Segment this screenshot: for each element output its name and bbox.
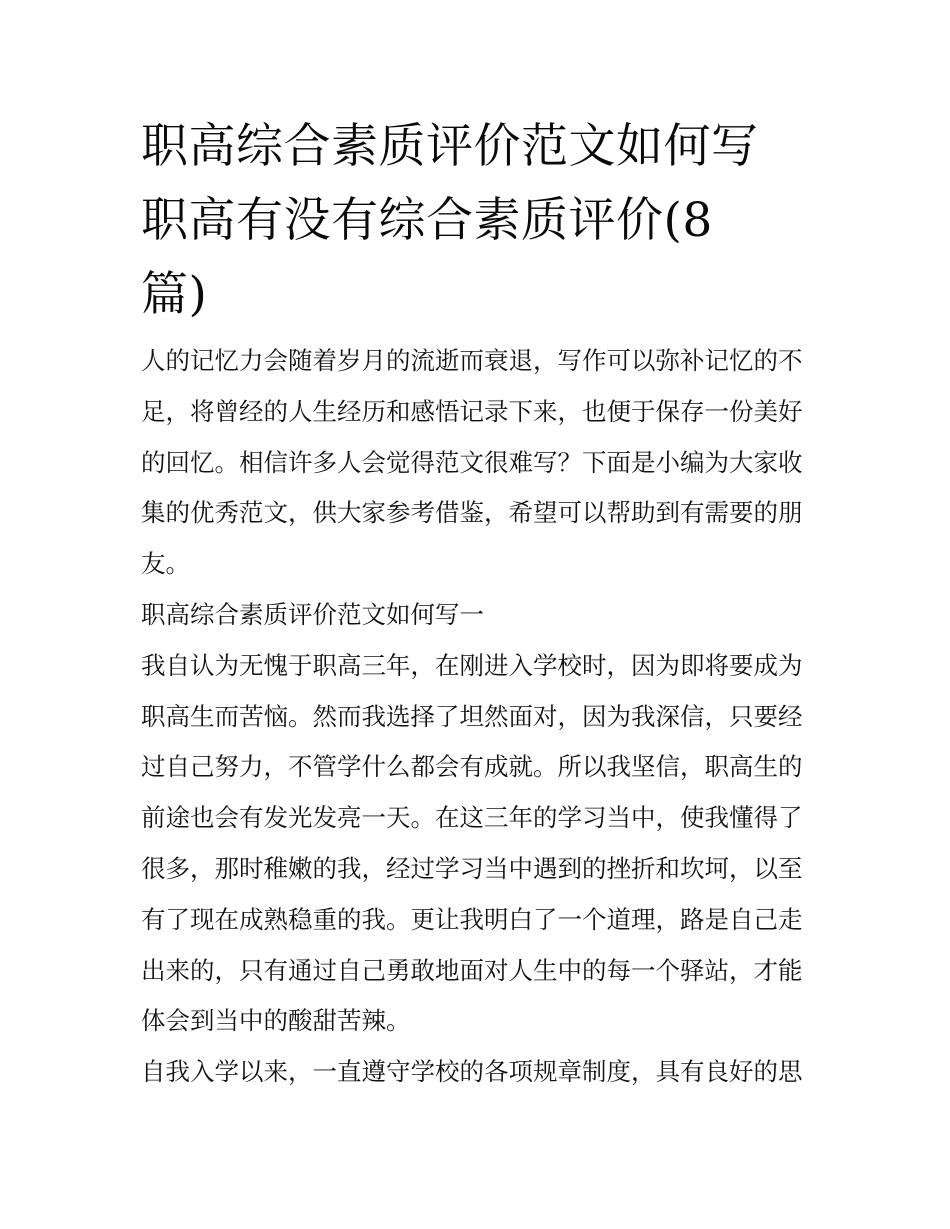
title-line-3: 篇) (141, 267, 208, 322)
paragraph-line: 过自己努力，不管学什么都会有成就。所以我坚信，职高生的 (141, 752, 803, 782)
paragraph-line: 很多，那时稚嫩的我，经过学习当中遇到的挫折和坎坷，以至 (141, 853, 803, 883)
paragraph-line: 体会到当中的酸甜苦辣。 (141, 1006, 411, 1036)
title-line-1: 职高综合素质评价范文如何写 (141, 119, 759, 174)
section-heading-text: 职高综合素质评价范文如何写一 (141, 599, 484, 629)
paragraph-line: 有了现在成熟稳重的我。更让我明白了一个道理，路是自己走 (141, 904, 803, 934)
body-paragraph-1 (141, 641, 816, 1047)
section-heading (141, 590, 816, 641)
paragraph-line: 出来的，只有通过自己勇敢地面对人生中的每一个驿站，才能 (141, 955, 803, 985)
paragraph-line: 职高生而苦恼。然而我选择了坦然面对，因为我深信，只要经 (141, 701, 803, 731)
title-line-2: 职高有没有综合素质评价(8 (141, 193, 713, 248)
intro-paragraph (141, 336, 816, 590)
paragraph-line: 人的记忆力会随着岁月的流逝而衰退，写作可以弥补记忆的不 (141, 346, 803, 375)
paragraph-line: 的回忆。相信许多人会觉得范文很难写？下面是小编为大家收 (141, 447, 803, 477)
paragraph-line: 足，将曾经的人生经历和感悟记录下来，也便于保存一份美好 (141, 396, 803, 426)
paragraph-line: 集的优秀范文，供大家参考借鉴，希望可以帮助到有需要的朋 (141, 498, 803, 528)
paragraph-line: 我自认为无愧于职高三年，在刚进入学校时，因为即将要成为 (141, 650, 803, 680)
paragraph-line: 前途也会有发光发亮一天。在这三年的学习当中，使我懂得了 (141, 803, 803, 833)
paragraph-line: 自我入学以来，一直遵守学校的各项规章制度，具有良好的思 (141, 1057, 803, 1087)
document-title (141, 110, 816, 332)
body-paragraph-2 (141, 1047, 816, 1098)
document-body (141, 110, 816, 1098)
paragraph-line: 友。 (141, 549, 190, 579)
